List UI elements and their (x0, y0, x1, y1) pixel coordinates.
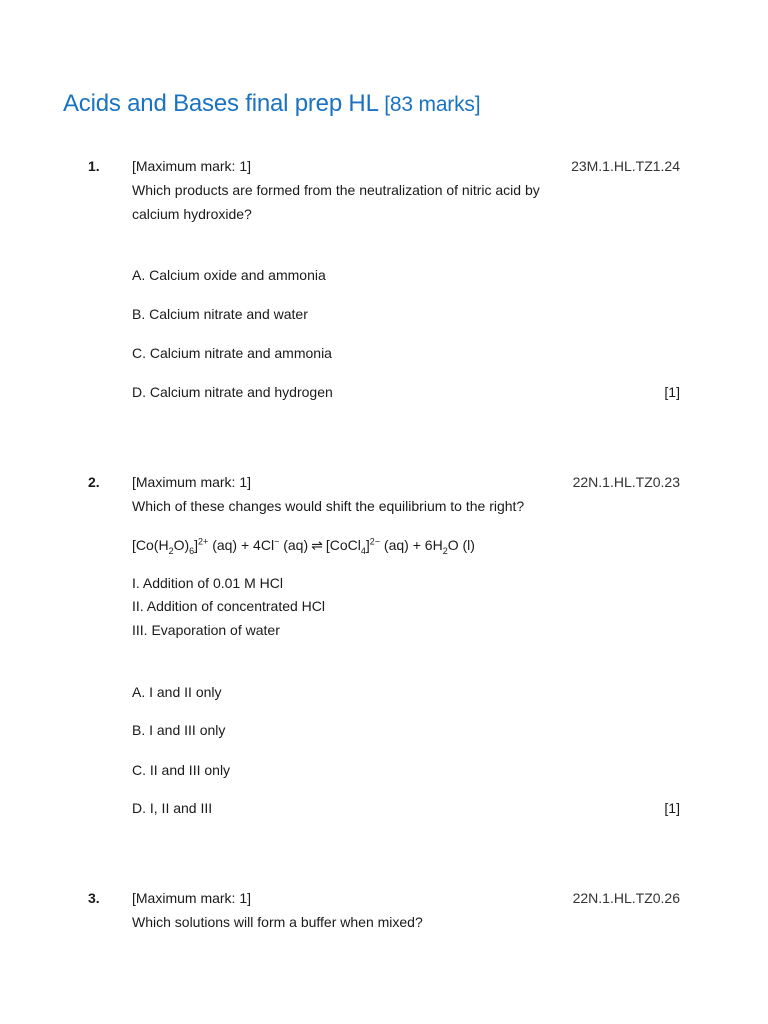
question-2-mark: [1] (664, 800, 680, 816)
question-1-number: 1. (88, 158, 100, 174)
question-2-max-mark: [Maximum mark: 1] (132, 474, 252, 490)
question-3-number: 3. (88, 890, 100, 906)
question-2-option-c: C. II and III only (132, 762, 231, 778)
question-2-equation (132, 533, 475, 557)
question-1-option-b: B. Calcium nitrate and water (132, 306, 308, 322)
eq-sub-6: 6 (189, 545, 195, 556)
question-2-option-b: B. I and III only (132, 722, 226, 738)
question-1-option-d: D. Calcium nitrate and hydrogen (132, 384, 333, 400)
eq-rhs-end: O (l) (447, 537, 475, 553)
question-1-mark: [1] (664, 384, 680, 400)
total-marks: [83 marks] (384, 93, 481, 116)
eq-sub-h2-rhs: 2 (442, 545, 448, 556)
page-title (63, 90, 480, 118)
question-2-stem: Which of these changes would shift the equilibrium to the right? (132, 498, 525, 514)
eq-lhs-close: ] (194, 537, 199, 553)
question-2-statement-3: III. Evaporation of water (132, 622, 280, 638)
question-2-code: 22N.1.HL.TZ0.23 (572, 474, 680, 490)
question-1-max-mark: [Maximum mark: 1] (132, 158, 252, 174)
eq-sub-h2: 2 (168, 545, 174, 556)
question-1-option-a: A. Calcium oxide and ammonia (132, 267, 326, 283)
eq-lhs-rest: (aq) + 4Cl (208, 537, 275, 553)
eq-charge-2plus: 2+ (198, 536, 209, 547)
eq-rhs-rest: (aq) + 6H (380, 537, 443, 553)
eq-lhs-o: O) (173, 537, 190, 553)
eq-lhs-open: [Co(H (132, 537, 169, 553)
question-1-option-c: C. Calcium nitrate and ammonia (132, 345, 332, 361)
question-2-statement-1: I. Addition of 0.01 M HCl (132, 575, 283, 591)
question-2-statement-2: II. Addition of concentrated HCl (132, 598, 325, 614)
question-3-stem: Which solutions will form a buffer when mixed? (132, 914, 423, 930)
question-2-option-a: A. I and II only (132, 684, 222, 700)
eq-cl-charge: − (274, 536, 280, 547)
eq-rhs-close: ] (365, 537, 370, 553)
eq-cl-state: (aq) (279, 537, 309, 553)
eq-sub-4: 4 (360, 545, 366, 556)
equilibrium-arrow-icon: ⇌ (311, 537, 323, 553)
question-3-code: 22N.1.HL.TZ0.26 (572, 890, 680, 906)
title-text: Acids and Bases final prep HL (63, 90, 378, 117)
question-2-option-d: D. I, II and III (132, 800, 213, 816)
eq-rhs-open: [CoCl (325, 537, 361, 553)
question-1-stem: Which products are formed from the neutralization of nitric acid by calcium hydroxide? (132, 182, 540, 222)
question-3-max-mark: [Maximum mark: 1] (132, 890, 252, 906)
question-1-code: 23M.1.HL.TZ1.24 (571, 158, 680, 174)
eq-charge-2minus: 2− (369, 536, 381, 547)
question-2-number: 2. (88, 474, 100, 490)
